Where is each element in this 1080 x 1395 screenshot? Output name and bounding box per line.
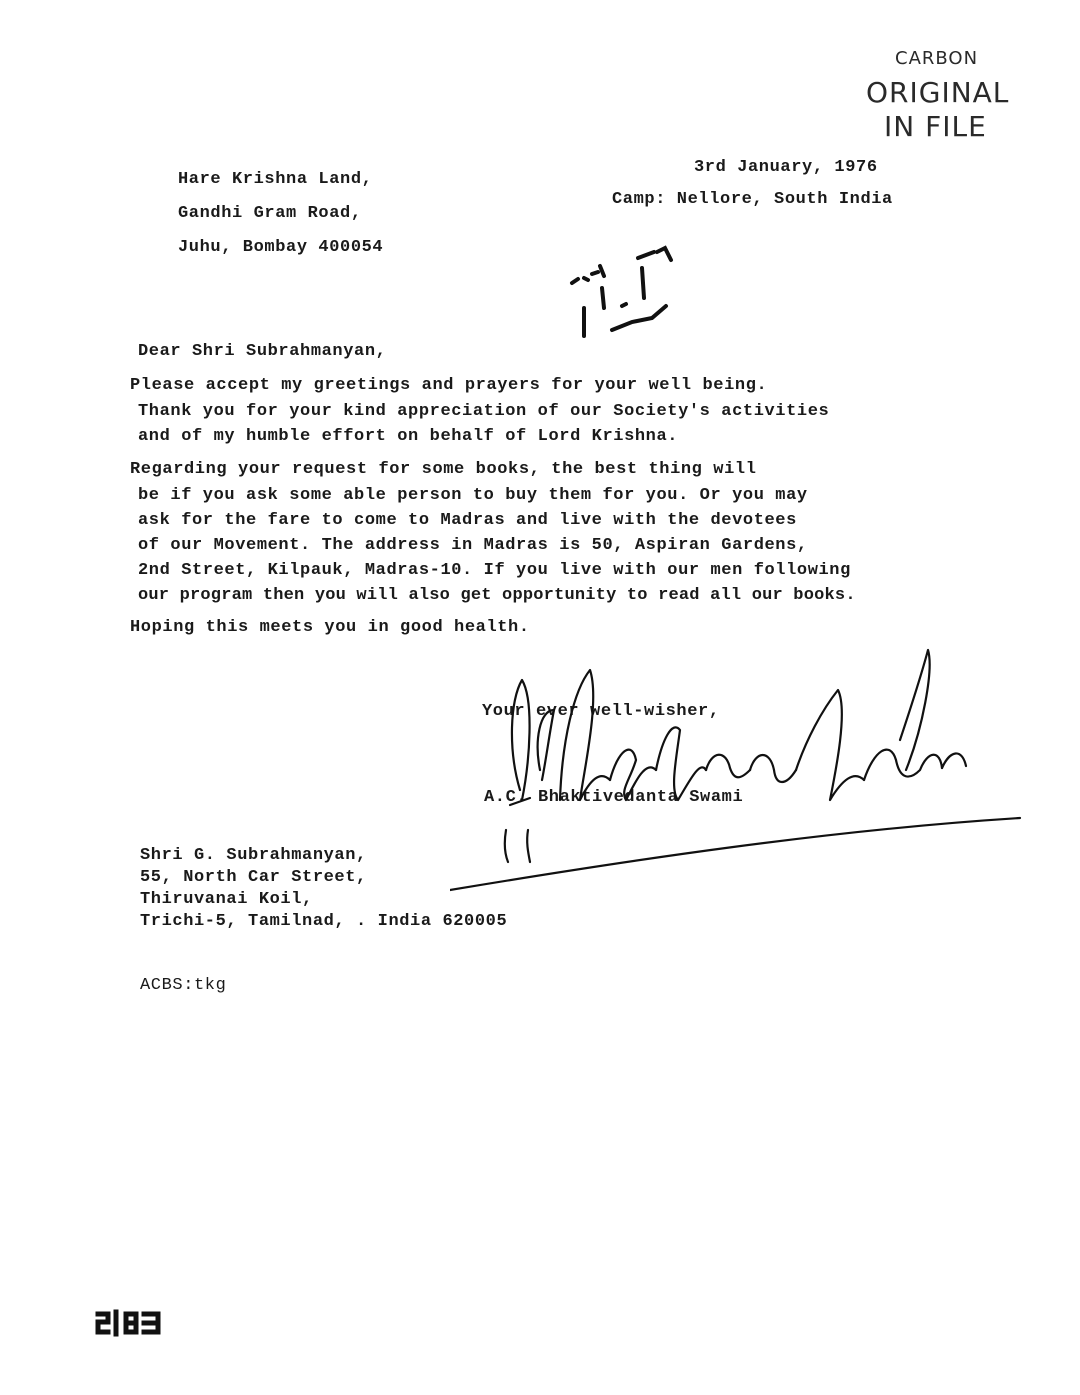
body-line: Hoping this meets you in good health. [130,618,530,637]
camp-location: Camp: Nellore, South India [612,190,893,209]
recipient-address-line: 55, North Car Street, [140,868,367,887]
body-line: 2nd Street, Kilpauk, Madras-10. If you live with our men following [138,561,851,580]
handwritten-signature [450,630,1030,900]
original-stamp: ORIGINAL [866,76,1010,109]
body-line: Regarding your request for some books, the best thing will [130,460,757,479]
body-line: of our Movement. The address in Madras is 50, Aspiran Gardens, [138,536,808,555]
body-line: Please accept my greetings and prayers for your well being. [130,376,768,395]
sender-address-line: Gandhi Gram Road, [178,204,362,223]
file-stamp-scribble [562,238,702,348]
body-line: Thank you for your kind appreciation of our Society's activities [138,402,830,421]
closing: Your ever well-wisher, [482,702,720,721]
body-line: our program then you will also get opportunity to read all our books. [138,586,856,605]
reference-initials: ACBS:tkg [140,976,227,995]
page-number-stamp [94,1306,164,1338]
recipient-address-line: Trichi-5, Tamilnad, . India 620005 [140,912,508,931]
carbon-stamp: CARBON [895,48,979,69]
sender-address-line: Juhu, Bombay 400054 [178,238,384,257]
body-line: ask for the fare to come to Madras and live with the devotees [138,511,797,530]
sender-address-line: Hare Krishna Land, [178,170,373,189]
recipient-address-line: Thiruvanai Koil, [140,890,313,909]
salutation: Dear Shri Subrahmanyan, [138,342,387,361]
typed-signature: A.C. Bhaktivedanta Swami [484,788,744,807]
body-line: be if you ask some able person to buy them for you. Or you may [138,486,808,505]
in-file-stamp: IN FILE [884,110,987,143]
letter-date: 3rd January, 1976 [694,158,878,177]
body-line: and of my humble effort on behalf of Lord Krishna. [138,427,679,446]
recipient-address-line: Shri G. Subrahmanyan, [140,846,367,865]
